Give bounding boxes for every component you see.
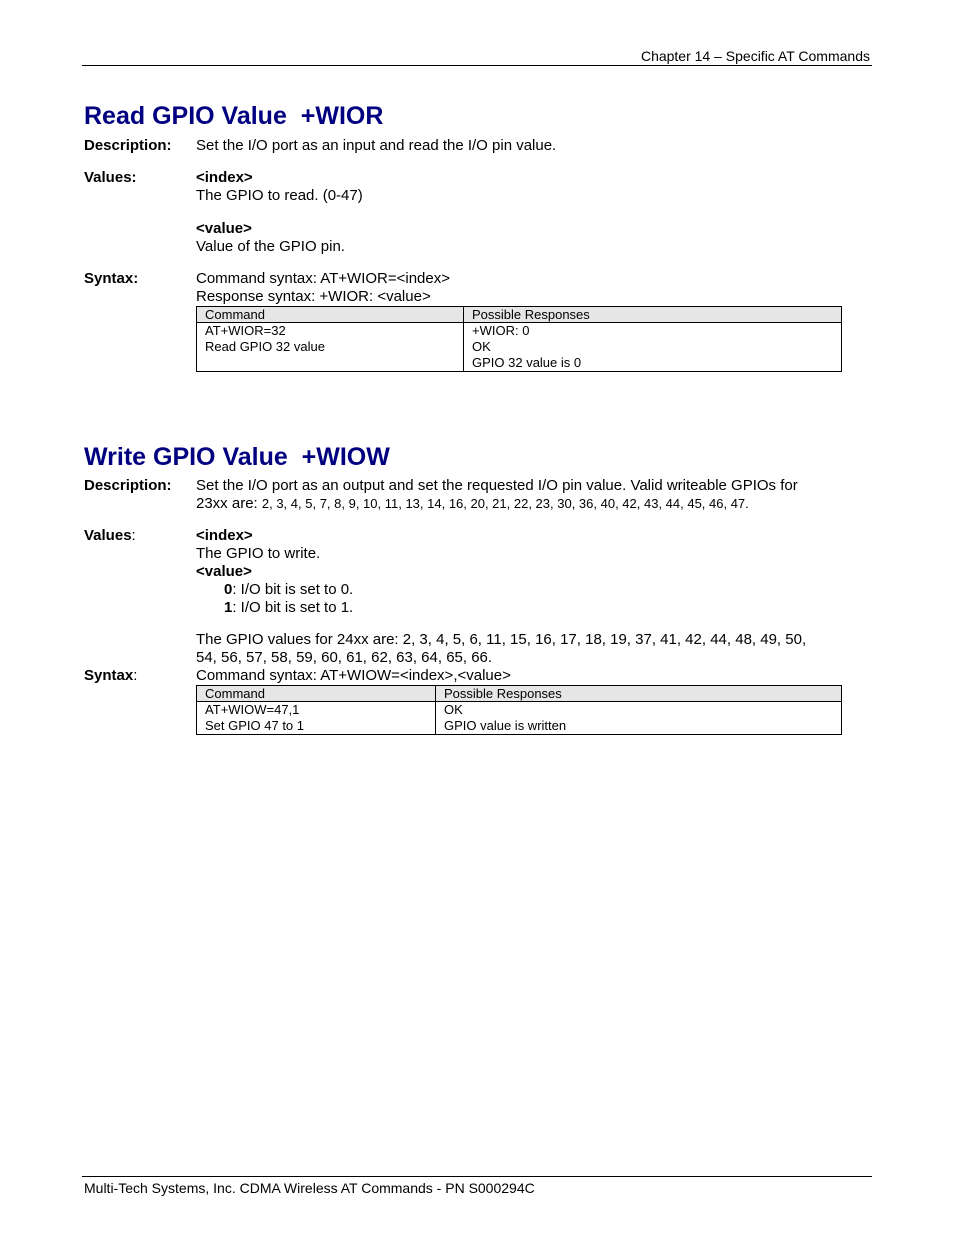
read-description-label: Description: (84, 137, 172, 154)
response-line: OK (444, 702, 463, 717)
table-cell-responses (464, 323, 842, 372)
read-param-value-desc: Value of the GPIO pin. (196, 238, 345, 255)
write-description-line2 (196, 495, 749, 513)
table-header-row (197, 686, 842, 702)
table-row (197, 323, 842, 372)
write-description-label: Description: (84, 477, 172, 494)
option-key: 0 (224, 581, 233, 598)
page-footer: Multi-Tech Systems, Inc. CDMA Wireless AT Commands - PN S000294C (84, 1180, 535, 1196)
write-command-syntax: Command syntax: AT+WIOW=<index>,<value> (196, 667, 511, 684)
table-header-command: Command (197, 686, 436, 702)
table-cell-command (197, 323, 464, 372)
write-values-word: Values (84, 527, 132, 544)
table-cell-responses (436, 702, 842, 735)
write-command-table (196, 685, 842, 735)
command-note: Set GPIO 47 to 1 (205, 718, 304, 733)
option-desc: : I/O bit is set to 1. (232, 599, 354, 616)
write-values-label (84, 527, 136, 544)
write-gpio24-line2: 54, 56, 57, 58, 59, 60, 61, 62, 63, 64, 65, 66. (196, 649, 493, 666)
read-syntax-label: Syntax: (84, 270, 139, 287)
command-note: Read GPIO 32 value (205, 339, 325, 354)
response-line: OK (472, 339, 491, 354)
running-header: Chapter 14 – Specific AT Commands (640, 48, 870, 64)
write-param-value-name: <value> (196, 563, 252, 580)
table-header-row (197, 307, 842, 323)
write-syntax-label (84, 667, 137, 684)
write-description-prefix: 23xx are: (196, 495, 262, 512)
write-gpio-list-23xx: 2, 3, 4, 5, 7, 8, 9, 10, 11, 13, 14, 16, 20, 21, 22, 23, 30, 36, 40, 42, 43, 44, 45, 46, 47. (261, 496, 749, 511)
write-param-index-desc: The GPIO to write. (196, 545, 321, 562)
command-line: AT+WIOW=47,1 (205, 702, 300, 717)
response-line: +WIOR: 0 (472, 323, 530, 338)
write-option-0 (224, 581, 353, 599)
read-response-syntax: Response syntax: +WIOR: <value> (196, 288, 431, 305)
option-desc: : I/O bit is set to 0. (232, 581, 354, 598)
table-header-responses: Possible Responses (464, 307, 842, 323)
write-description-line1: Set the I/O port as an output and set the requested I/O pin value. Valid writeable GPIOs for (196, 477, 798, 494)
table-header-responses: Possible Responses (436, 686, 842, 702)
write-gpio-heading: Write GPIO Value +WIOW (84, 443, 390, 471)
response-line: GPIO 32 value is 0 (472, 355, 582, 370)
write-values-colon: : (131, 527, 136, 544)
write-param-index-name: <index> (196, 527, 253, 544)
response-line: GPIO value is written (444, 718, 567, 733)
command-line: AT+WIOR=32 (205, 323, 286, 338)
read-command-table (196, 306, 842, 372)
write-syntax-colon: : (133, 667, 138, 684)
read-values-label: Values: (84, 169, 137, 186)
read-param-index-name: <index> (196, 169, 253, 186)
read-param-value-name: <value> (196, 220, 252, 237)
write-syntax-word: Syntax (84, 667, 134, 684)
header-rule (82, 65, 872, 66)
table-cell-command (197, 702, 436, 735)
table-row (197, 702, 842, 735)
read-command-syntax: Command syntax: AT+WIOR=<index> (196, 270, 450, 287)
table-header-command: Command (197, 307, 464, 323)
footer-rule (82, 1176, 872, 1177)
write-gpio24-line1: The GPIO values for 24xx are: 2, 3, 4, 5, 6, 11, 15, 16, 17, 18, 19, 37, 41, 42, 44, 48, 49, 50, (196, 631, 807, 648)
option-key: 1 (224, 599, 233, 616)
read-description-text: Set the I/O port as an input and read the I/O pin value. (196, 137, 557, 154)
read-param-index-desc: The GPIO to read. (0-47) (196, 187, 363, 204)
write-option-1 (224, 599, 353, 617)
read-gpio-heading: Read GPIO Value +WIOR (84, 102, 384, 130)
